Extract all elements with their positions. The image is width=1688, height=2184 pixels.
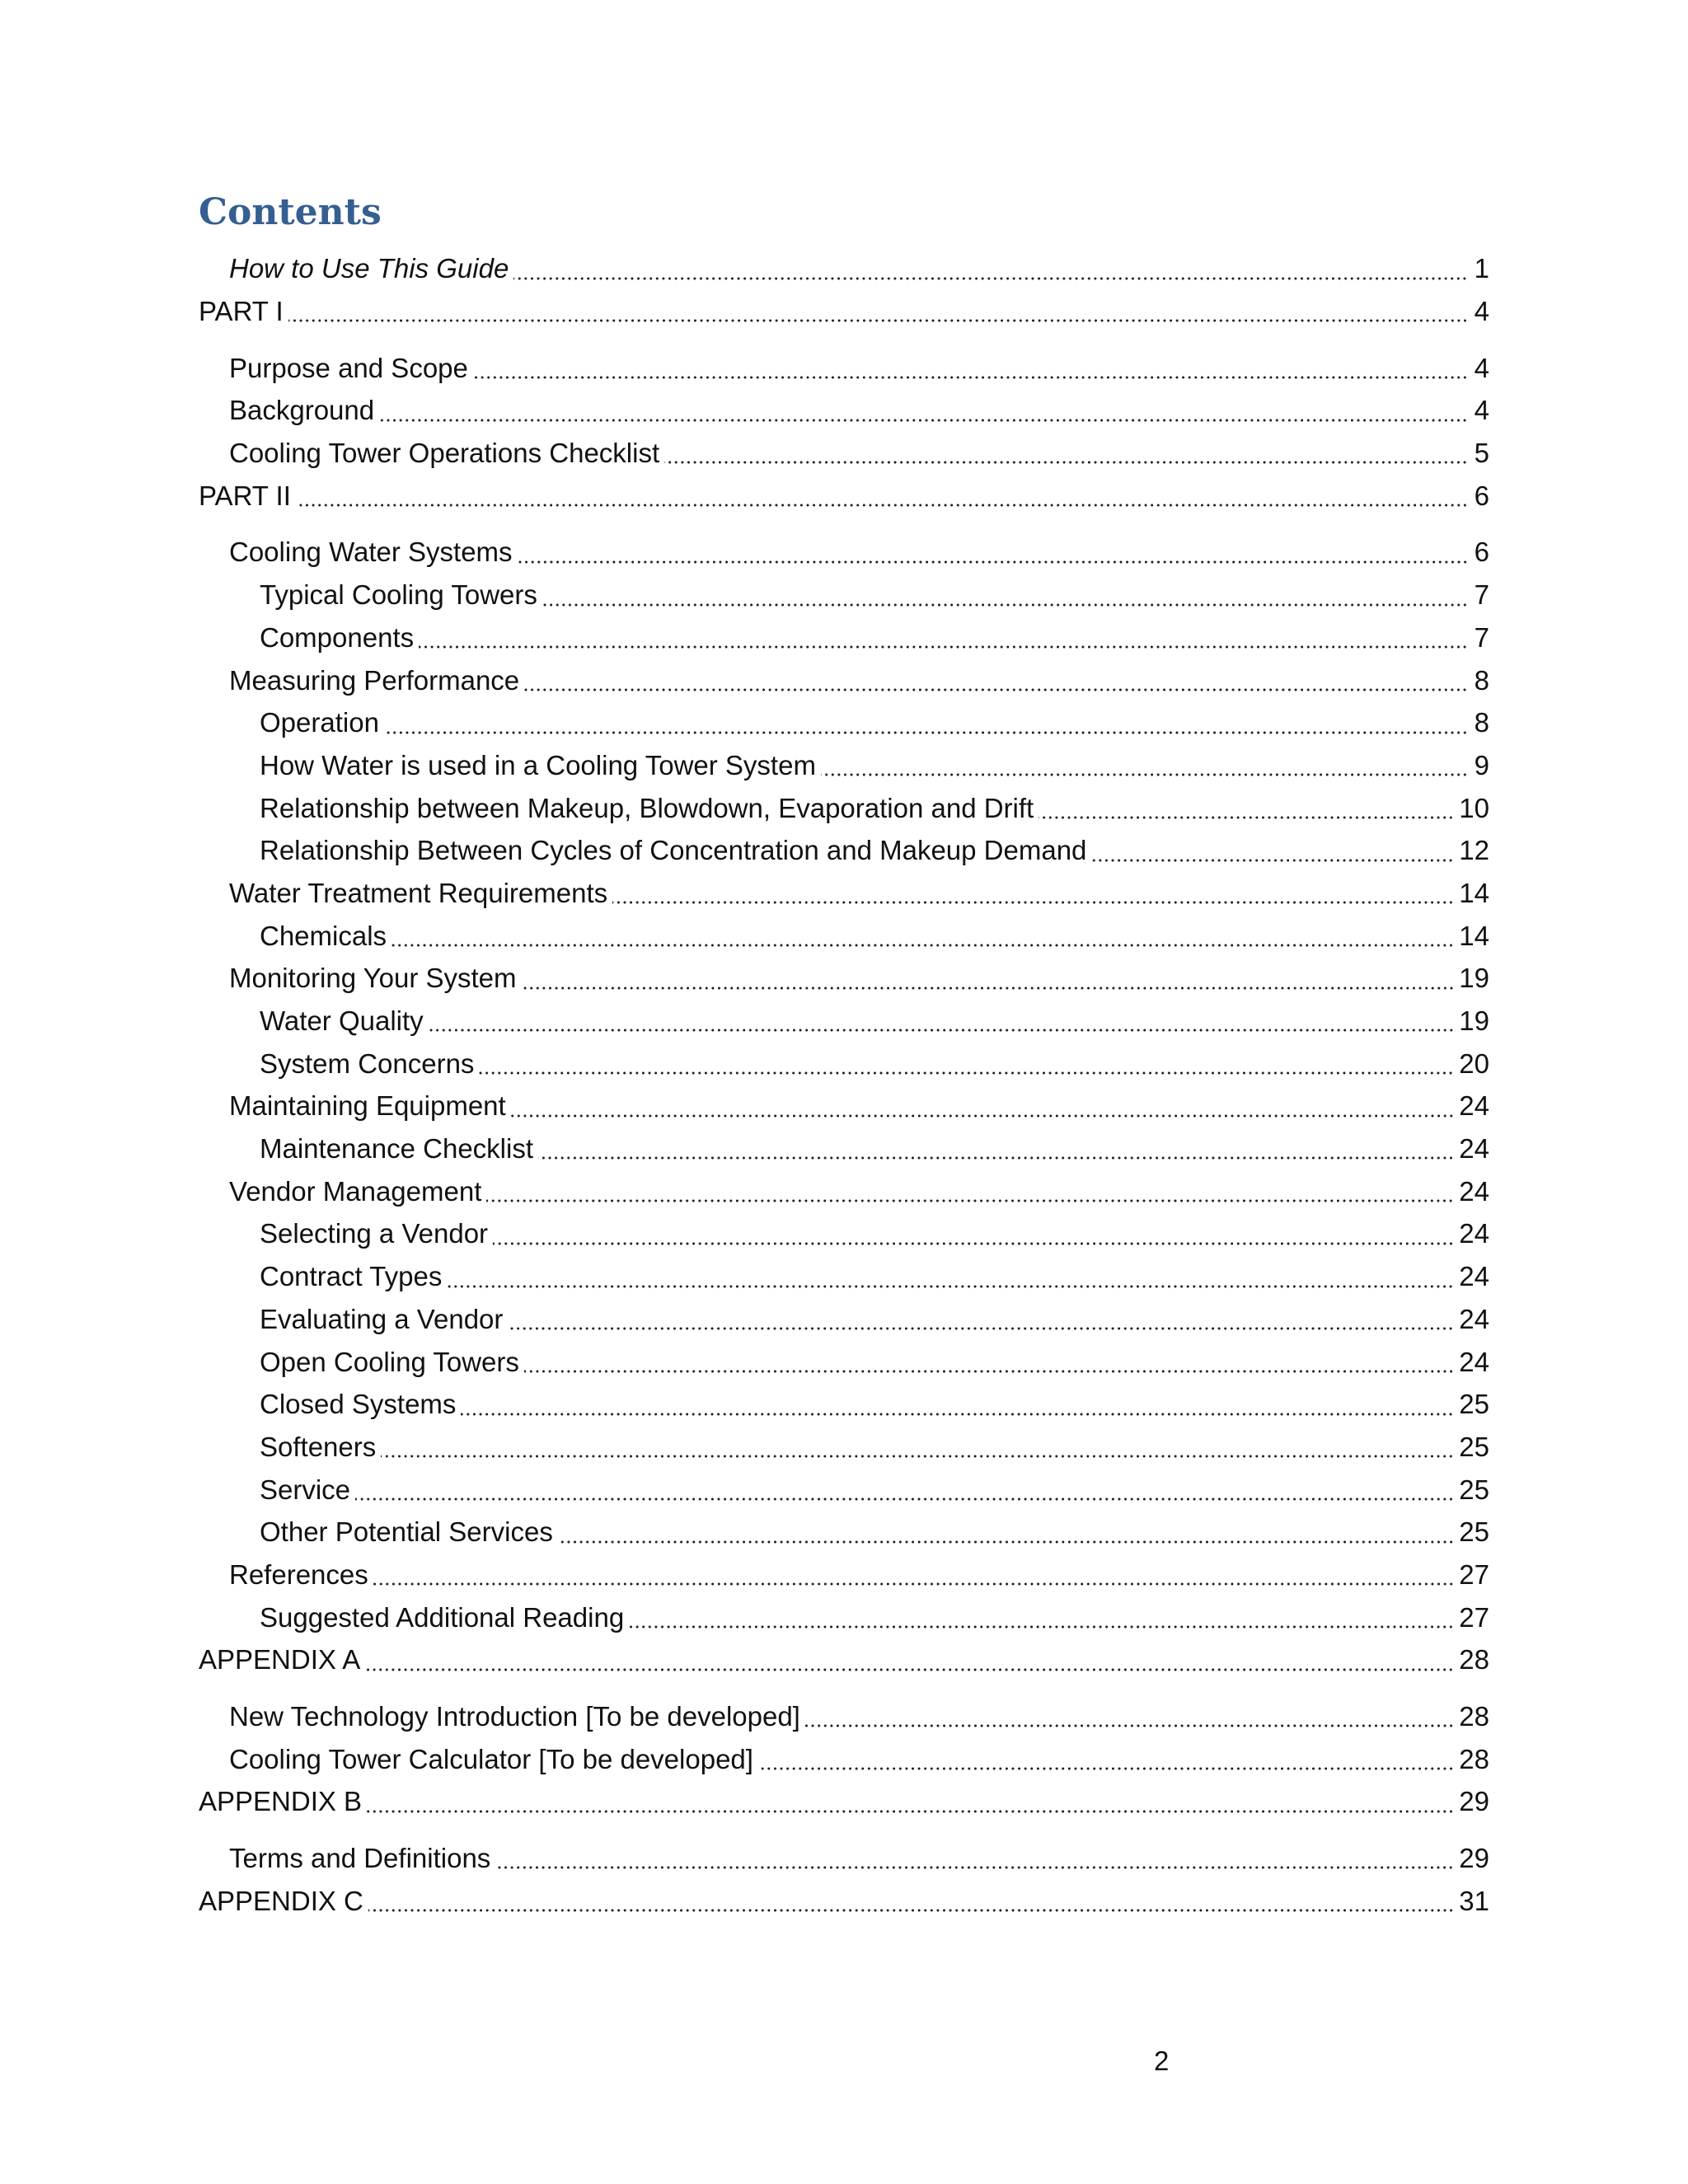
toc-dot-leader: [1091, 851, 1454, 862]
toc-entry-title: Operation: [260, 707, 379, 738]
toc-entry-title: Terms and Definitions: [229, 1843, 491, 1874]
toc-entry[interactable]: [199, 1737, 1489, 1780]
page-number: 2: [1154, 2046, 1170, 2076]
toc-entry-page: 25: [1459, 1474, 1489, 1505]
toc-entry[interactable]: [199, 1879, 1489, 1922]
toc-dot-leader: [384, 723, 1468, 734]
toc-entry[interactable]: [199, 1468, 1489, 1511]
toc-entry-page: 8: [1474, 707, 1489, 738]
toc-dot-leader: [821, 765, 1468, 776]
toc-list: [199, 247, 1489, 1922]
toc-entry-title: PART I: [199, 296, 284, 327]
toc-dot-leader: [365, 1660, 1454, 1671]
toc-entry[interactable]: [199, 1695, 1489, 1738]
toc-dot-leader: [518, 552, 1468, 564]
toc-entry-page: 24: [1459, 1303, 1489, 1334]
toc-entry[interactable]: [199, 247, 1489, 290]
toc-entry[interactable]: [199, 616, 1489, 659]
toc-entry[interactable]: [199, 744, 1489, 787]
toc-entry[interactable]: [199, 1085, 1489, 1127]
toc-entry-page: 28: [1459, 1701, 1489, 1732]
toc-entry-title: Monitoring Your System: [229, 963, 517, 994]
toc-entry-title: APPENDIX A: [199, 1644, 361, 1675]
toc-dot-leader: [558, 1532, 1454, 1544]
toc-entry-page: 24: [1459, 1090, 1489, 1122]
toc-dot-leader: [288, 311, 1468, 322]
toc-dot-leader: [522, 978, 1455, 990]
toc-heading: Contents: [199, 191, 382, 233]
toc-entry-title: Open Cooling Towers: [260, 1346, 519, 1377]
toc-dot-leader: [367, 1802, 1454, 1813]
toc-entry-title: Water Treatment Requirements: [229, 877, 608, 908]
toc-entry[interactable]: [199, 786, 1489, 829]
toc-dot-leader: [355, 1489, 1454, 1501]
toc-entry[interactable]: [199, 701, 1489, 744]
toc-dot-leader: [629, 1617, 1454, 1629]
toc-entry-title: Vendor Management: [229, 1175, 482, 1207]
toc-dot-leader: [524, 1361, 1454, 1373]
toc-entry-title: New Technology Introduction [To be developed]: [229, 1701, 800, 1732]
toc-dot-leader: [612, 893, 1454, 904]
toc-dot-leader: [479, 1063, 1454, 1075]
toc-entry-title: Service: [260, 1474, 351, 1505]
toc-entry-title: APPENDIX B: [199, 1786, 363, 1817]
toc-entry[interactable]: [199, 474, 1489, 517]
toc-dot-leader: [542, 595, 1468, 607]
toc-entry[interactable]: [199, 1383, 1489, 1426]
toc-entry-title: Cooling Water Systems: [229, 537, 513, 568]
toc-dot-leader: [805, 1716, 1454, 1727]
toc-entry-page: 24: [1459, 1133, 1489, 1165]
toc-entry-title: Maintaining Equipment: [229, 1090, 506, 1122]
toc-entry-title: Cooling Tower Calculator [To be developed]: [229, 1743, 753, 1774]
toc-entry[interactable]: [199, 1298, 1489, 1341]
toc-entry[interactable]: [199, 574, 1489, 616]
toc-dot-leader: [392, 935, 1454, 947]
toc-dot-leader: [508, 1319, 1454, 1330]
toc-entry-page: 25: [1459, 1389, 1489, 1420]
toc-entry-page: 8: [1474, 664, 1489, 696]
toc-dot-leader: [429, 1020, 1455, 1032]
toc-entry-title: Purpose and Scope: [229, 352, 468, 383]
toc-dot-leader: [379, 410, 1468, 422]
toc-entry-page: 24: [1459, 1346, 1489, 1377]
toc-dot-leader: [511, 1106, 1455, 1118]
toc-entry-title: PART II: [199, 480, 291, 511]
toc-entry-title: Relationship between Makeup, Blowdown, Evaporation and Drift: [260, 792, 1034, 823]
toc-entry[interactable]: [199, 914, 1489, 957]
toc-dot-leader: [493, 1234, 1454, 1245]
toc-entry-title: Typical Cooling Towers: [260, 579, 537, 611]
toc-dot-leader: [538, 1148, 1454, 1160]
toc-dot-leader: [524, 680, 1468, 691]
toc-entry-title: Suggested Additional Reading: [260, 1601, 625, 1633]
toc-dot-leader: [296, 495, 1468, 507]
toc-entry-page: 6: [1474, 480, 1489, 511]
toc-entry-page: 29: [1459, 1786, 1489, 1817]
toc-entry[interactable]: [199, 1426, 1489, 1469]
toc-entry-page: 14: [1459, 920, 1489, 951]
toc-entry-page: 1: [1474, 253, 1489, 284]
toc-entry-title: Evaluating a Vendor: [260, 1303, 504, 1334]
toc-dot-leader: [1039, 808, 1454, 819]
toc-entry-page: 6: [1474, 537, 1489, 568]
toc-entry[interactable]: [199, 1169, 1489, 1212]
toc-dot-leader: [758, 1759, 1454, 1770]
toc-entry-page: 7: [1474, 621, 1489, 653]
toc-entry[interactable]: [199, 531, 1489, 574]
toc-entry-page: 4: [1474, 395, 1489, 426]
toc-dot-leader: [368, 1900, 1454, 1912]
toc-entry-title: How Water is used in a Cooling Tower System: [260, 749, 816, 780]
toc-entry-title: Closed Systems: [260, 1389, 457, 1420]
toc-entry[interactable]: [199, 1837, 1489, 1880]
toc-entry[interactable]: [199, 1255, 1489, 1298]
toc-entry-page: 14: [1459, 877, 1489, 908]
toc-entry-page: 25: [1459, 1516, 1489, 1548]
toc-dot-leader: [473, 368, 1468, 379]
toc-entry-page: 27: [1459, 1601, 1489, 1633]
toc-entry-title: Contract Types: [260, 1261, 443, 1292]
toc-entry-title: Chemicals: [260, 920, 387, 951]
toc-entry-title: Selecting a Vendor: [260, 1218, 489, 1249]
toc-dot-leader: [664, 452, 1468, 464]
toc-entry[interactable]: [199, 829, 1489, 872]
toc-entry[interactable]: [199, 432, 1489, 475]
toc-entry[interactable]: [199, 1042, 1489, 1085]
toc-entry-title: APPENDIX C: [199, 1885, 363, 1916]
toc-entry-title: System Concerns: [260, 1047, 475, 1079]
toc-entry-page: 28: [1459, 1743, 1489, 1774]
toc-entry-title: References: [229, 1558, 368, 1590]
toc-entry-title: Relationship Between Cycles of Concentration and Makeup Demand: [260, 835, 1087, 866]
toc-entry[interactable]: [199, 957, 1489, 1000]
toc-entry-page: 9: [1474, 749, 1489, 780]
toc-entry[interactable]: [199, 1127, 1489, 1170]
toc-entry-title: How to Use This Guide: [229, 253, 509, 284]
toc-entry-page: 10: [1459, 792, 1489, 823]
toc-entry[interactable]: [199, 389, 1489, 432]
toc-entry-page: 25: [1459, 1431, 1489, 1462]
toc-dot-leader: [513, 269, 1468, 280]
toc-entry-page: 24: [1459, 1261, 1489, 1292]
toc-entry[interactable]: [199, 1638, 1489, 1681]
toc-entry-title: Measuring Performance: [229, 664, 520, 696]
toc-entry[interactable]: [199, 346, 1489, 389]
toc-entry[interactable]: [199, 1780, 1489, 1823]
toc-dot-leader: [373, 1574, 1455, 1586]
toc-entry[interactable]: [199, 872, 1489, 915]
toc-entry-title: Cooling Tower Operations Checklist: [229, 438, 660, 469]
toc-entry-page: 12: [1459, 835, 1489, 866]
toc-entry[interactable]: [199, 1511, 1489, 1554]
toc-entry[interactable]: [199, 1000, 1489, 1043]
toc-dot-leader: [419, 637, 1468, 649]
toc-dot-leader: [447, 1277, 1454, 1288]
toc-entry[interactable]: [199, 1554, 1489, 1596]
toc-entry-title: Background: [229, 395, 375, 426]
toc-entry-page: 7: [1474, 579, 1489, 611]
toc-entry[interactable]: [199, 1596, 1489, 1638]
toc-entry-page: 28: [1459, 1644, 1489, 1675]
toc-entry-page: 19: [1459, 963, 1489, 994]
toc-entry[interactable]: [199, 290, 1489, 333]
toc-entry-title: Components: [260, 621, 415, 653]
toc-entry-page: 5: [1474, 438, 1489, 469]
toc-entry[interactable]: [199, 1340, 1489, 1383]
toc-entry-page: 27: [1459, 1558, 1489, 1590]
toc-entry-page: 4: [1474, 296, 1489, 327]
toc-entry-page: 24: [1459, 1218, 1489, 1249]
toc-entry-page: 31: [1459, 1885, 1489, 1916]
toc-entry[interactable]: [199, 658, 1489, 701]
toc-entry-title: Water Quality: [260, 1005, 424, 1037]
toc-entry-title: Other Potential Services: [260, 1516, 553, 1548]
toc-dot-leader: [381, 1446, 1454, 1458]
toc-entry[interactable]: [199, 1212, 1489, 1255]
toc-dot-leader: [495, 1858, 1454, 1869]
toc-entry-page: 20: [1459, 1047, 1489, 1079]
toc-entry-page: 29: [1459, 1843, 1489, 1874]
toc-entry-page: 19: [1459, 1005, 1489, 1037]
toc-dot-leader: [486, 1191, 1454, 1202]
toc-dot-leader: [461, 1404, 1454, 1416]
toc-entry-title: Maintenance Checklist: [260, 1133, 533, 1165]
toc-entry-title: Softeners: [260, 1431, 377, 1462]
toc-entry-page: 4: [1474, 352, 1489, 383]
toc-entry-page: 24: [1459, 1175, 1489, 1207]
